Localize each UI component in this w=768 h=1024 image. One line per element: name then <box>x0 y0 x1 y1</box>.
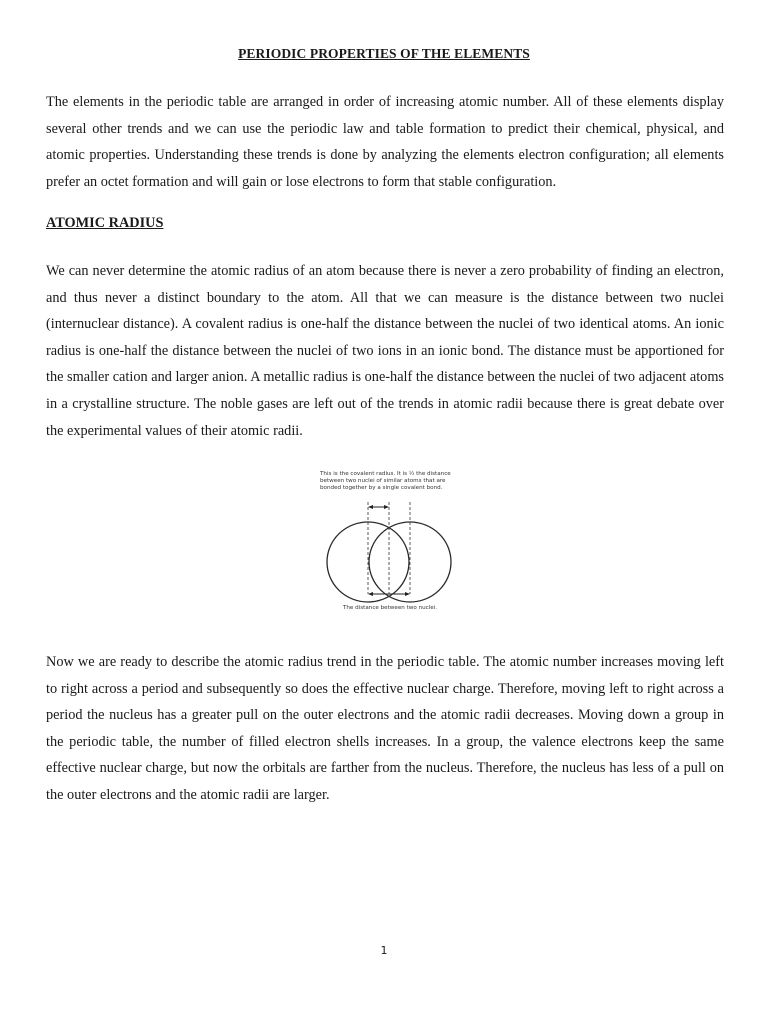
section-heading: ATOMIC RADIUS <box>46 215 164 231</box>
figure-caption-bottom: The distance between two nuclei. <box>342 605 438 611</box>
radius-trend-paragraph: Now we are ready to describe the atomic radius trend in the periodic table. The atomic number increases moving left to right across a period and subsequently so does the effective nuclear charge. Therefore, moving left to right across a period the nucleus has a greater pull on the outer electrons and the atomic radii decreases. Moving down a group in the periodic table, the number of filled electron shells increases. In a group, the valence electrons keep the same effective nuclear charge, but now the orbitals are farther from the nucleus. Therefore, the nucleus has less of a pull on the outer electrons and the atomic radii are larger. <box>46 654 724 803</box>
atomic-radius-paragraph: We can never determine the atomic radius of an atom because there is never a zero probability of finding an electron, and thus never a distinct boundary to the atom. All that we can measure is the distance between two nuclei (internuclear distance). A covalent radius is one-half the distance between the nuclei of two identical atoms. An ionic radius is one-half the distance between the nuclei of two ions in an ionic bond. The distance must be apportioned for the smaller cation and larger anion. A metallic radius is one-half the distance between the nuclei of two adjacent atoms in a crystalline structure. The noble gases are left out of the trends in atomic radii because there is great debate over the experimental values of their atomic radii. <box>46 263 724 439</box>
covalent-radius-figure <box>310 466 470 622</box>
page-number: 1 <box>380 944 388 957</box>
intro-paragraph: The elements in the periodic table are arranged in order of increasing atomic number. All of these elements display several other trends and we can use the periodic law and table formation to predict their chemical, physical, and atomic properties. Understanding these trends is done by analyzing the elements electron configuration; all elements prefer an octet formation and will gain or lose electrons to form that stable configuration. <box>46 94 724 190</box>
figure-caption-top: This is the covalent radius. It is ½ the distance between two nuclei of similar atoms that are bonded together by a single covalent bond. <box>320 471 451 491</box>
page-title: PERIODIC PROPERTIES OF THE ELEMENTS <box>238 46 530 61</box>
